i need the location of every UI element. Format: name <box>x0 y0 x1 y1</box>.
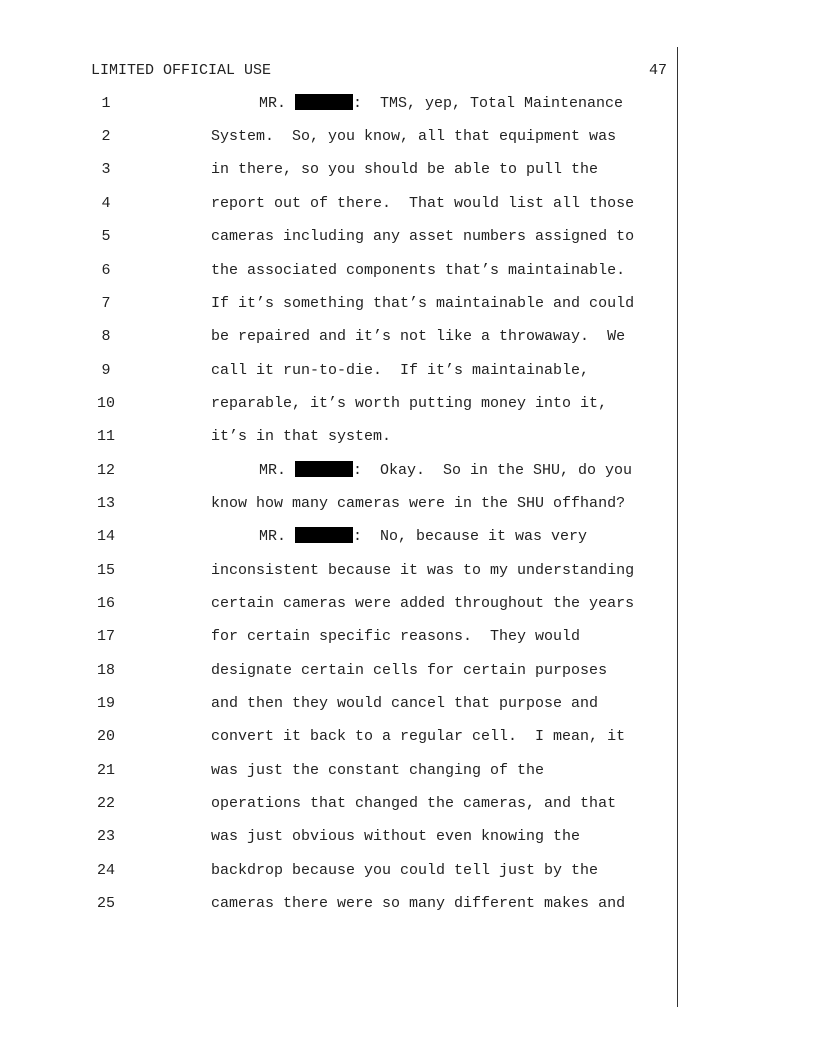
transcript-line <box>0 494 816 514</box>
line-number: 7 <box>101 295 111 312</box>
line-number: 11 <box>96 428 115 445</box>
line-text: was just the constant changing of the <box>211 762 545 779</box>
transcript-line <box>0 694 816 714</box>
line-text: certain cameras were added throughout the years <box>211 595 635 612</box>
redaction-box <box>295 461 353 477</box>
line-number: 17 <box>96 628 115 645</box>
speaker-label: MR. <box>259 95 287 112</box>
transcript-line <box>0 94 816 114</box>
transcript-line <box>0 627 816 647</box>
line-number: 9 <box>101 362 111 379</box>
transcript-line <box>0 394 816 414</box>
line-number: 15 <box>96 562 115 579</box>
line-text <box>259 94 623 114</box>
transcript-line <box>0 261 816 281</box>
transcript-line <box>0 294 816 314</box>
line-text: it’s in that system. <box>211 428 392 445</box>
speaker-label: MR. <box>259 462 287 479</box>
transcript-line <box>0 361 816 381</box>
line-text: for certain specific reasons. They would <box>211 628 581 645</box>
transcript-line <box>0 594 816 614</box>
line-text: report out of there. That would list all those <box>211 195 635 212</box>
line-text <box>259 461 632 481</box>
line-number: 3 <box>101 161 111 178</box>
line-number: 24 <box>96 862 115 879</box>
line-text: and then they would cancel that purpose and <box>211 695 599 712</box>
line-text: be repaired and it’s not like a throwaway. We <box>211 328 626 345</box>
line-number: 18 <box>96 662 115 679</box>
line-text: the associated components that’s maintainable. <box>211 262 626 279</box>
line-text: convert it back to a regular cell. I mean, it <box>211 728 626 745</box>
line-number: 22 <box>96 795 115 812</box>
line-text: System. So, you know, all that equipment was <box>211 128 617 145</box>
speaker-label: MR. <box>259 528 287 545</box>
transcript-line <box>0 861 816 881</box>
line-number: 8 <box>101 328 111 345</box>
transcript-line <box>0 761 816 781</box>
line-number: 16 <box>96 595 115 612</box>
line-number: 4 <box>101 195 111 212</box>
transcript-line <box>0 127 816 147</box>
line-text: know how many cameras were in the SHU offhand? <box>211 495 626 512</box>
transcript-line <box>0 827 816 847</box>
line-text: was just obvious without even knowing the <box>211 828 581 845</box>
speech-text: : TMS, yep, Total Maintenance <box>353 95 624 112</box>
transcript-line <box>0 527 816 547</box>
line-text: cameras there were so many different makes and <box>211 895 626 912</box>
transcript-line <box>0 327 816 347</box>
transcript-line <box>0 160 816 180</box>
transcript-line <box>0 427 816 447</box>
transcript-line <box>0 227 816 247</box>
line-number: 23 <box>96 828 115 845</box>
redaction-box <box>295 94 353 110</box>
line-text: inconsistent because it was to my understanding <box>211 562 635 579</box>
line-text: operations that changed the cameras, and that <box>211 795 617 812</box>
line-text: call it run-to-die. If it’s maintainable, <box>211 362 590 379</box>
line-number: 12 <box>96 462 115 479</box>
line-number: 10 <box>96 395 115 412</box>
speech-text: : Okay. So in the SHU, do you <box>353 462 633 479</box>
transcript-line <box>0 194 816 214</box>
page-number: 47 <box>648 62 667 79</box>
line-text: in there, so you should be able to pull the <box>211 161 599 178</box>
classification-header: LIMITED OFFICIAL USE <box>91 62 272 79</box>
transcript-line <box>0 561 816 581</box>
line-number: 5 <box>101 228 111 245</box>
line-text: cameras including any asset numbers assigned to <box>211 228 635 245</box>
line-text: backdrop because you could tell just by the <box>211 862 599 879</box>
line-number: 14 <box>96 528 115 545</box>
transcript-line <box>0 661 816 681</box>
line-text: designate certain cells for certain purposes <box>211 662 608 679</box>
line-number: 6 <box>101 262 111 279</box>
line-text <box>259 527 587 547</box>
line-number: 13 <box>96 495 115 512</box>
line-number: 21 <box>96 762 115 779</box>
line-number: 20 <box>96 728 115 745</box>
transcript-line <box>0 894 816 914</box>
transcript-line <box>0 461 816 481</box>
line-number: 25 <box>96 895 115 912</box>
transcript-line <box>0 794 816 814</box>
transcript-line <box>0 727 816 747</box>
line-number: 1 <box>101 95 111 112</box>
line-text: If it’s something that’s maintainable and could <box>211 295 635 312</box>
redaction-box <box>295 527 353 543</box>
line-number: 2 <box>101 128 111 145</box>
speech-text: : No, because it was very <box>353 528 588 545</box>
line-number: 19 <box>96 695 115 712</box>
line-text: reparable, it’s worth putting money into it, <box>211 395 608 412</box>
